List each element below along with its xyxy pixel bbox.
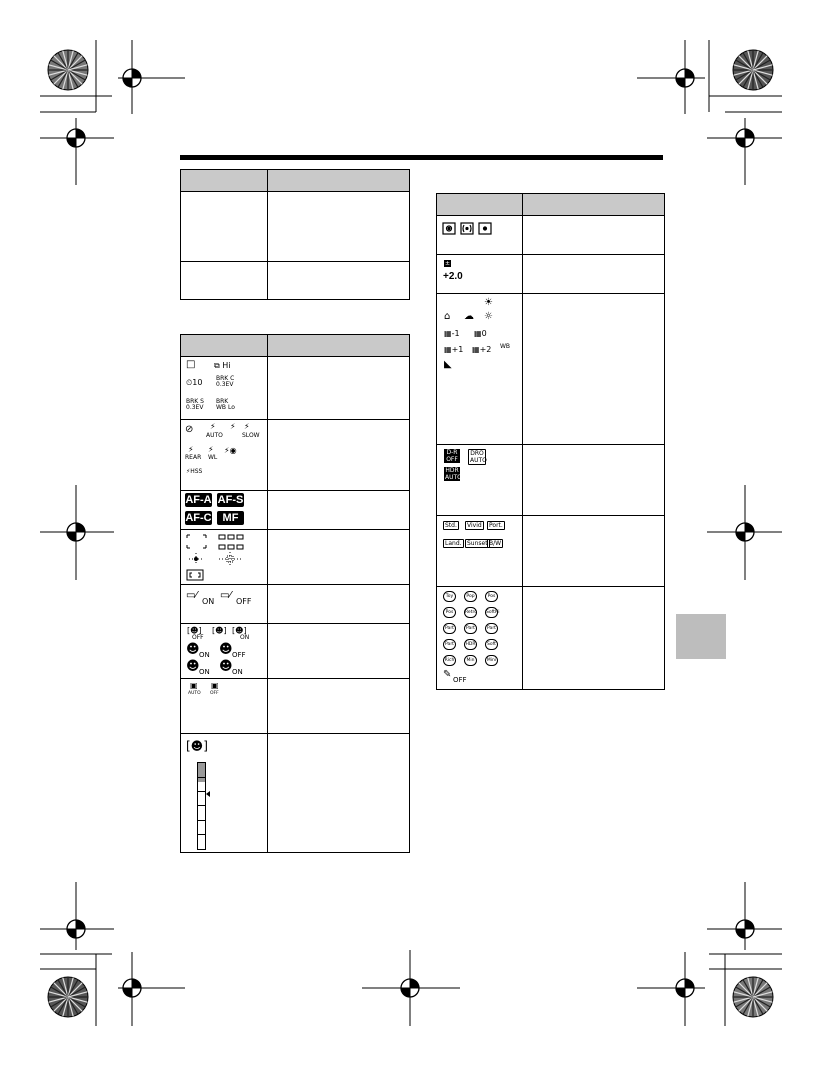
bracket-wb-icon: BRK WB Lo	[216, 398, 235, 411]
effect-soft-high-key-icon: SoftHi	[485, 607, 498, 618]
effect-hdr-painting-icon: HDR	[464, 639, 477, 650]
mf-badge: MF	[217, 511, 244, 525]
flash-icon: ⚡	[210, 422, 216, 431]
fluorescent-minus1-icon: ▦-1	[444, 329, 460, 338]
header-cell	[181, 335, 268, 357]
framing-auto-icon: ▣	[190, 681, 198, 690]
effect-soft-focus-icon: Soft	[485, 639, 498, 650]
effect-partial-color-g-icon: Part	[464, 623, 477, 634]
fluorescent-minus1-label: -1	[451, 329, 460, 338]
style-sunset-icon: Sunset	[467, 540, 488, 547]
style-portrait-icon: Port.	[489, 522, 503, 529]
effect-miniature-icon: Min	[464, 655, 477, 666]
smile-shutter-icon: [☻]	[186, 739, 208, 753]
framing-off-label: OFF	[210, 691, 219, 696]
slow-sync-label: SLOW	[242, 432, 260, 439]
self-timer-icon: ⏲10	[186, 378, 203, 387]
effect-partial-color-b-icon: Part	[485, 623, 498, 634]
face-frame-off-label: OFF	[192, 634, 204, 641]
af-illuminator-off-label: OFF	[236, 597, 252, 606]
incandescent-icon: ☼	[484, 311, 493, 322]
af-area-graphic	[184, 532, 264, 582]
af-illuminator-icons	[181, 585, 268, 624]
table-cell	[268, 262, 410, 300]
style-landscape-icon: Land.	[445, 540, 462, 547]
bracket-single-icon: BRK S 0.3EV	[186, 398, 204, 411]
metering-icons	[437, 216, 523, 255]
top-rule	[180, 155, 663, 160]
face-frame-off-icon: [☻]	[187, 626, 202, 635]
slow-sync-icon: ⚡	[244, 422, 250, 431]
fluorescent-plus2-icon: ▦+2	[472, 345, 492, 354]
effect-partial-color-y-icon: Part	[443, 639, 456, 650]
table-cell	[523, 587, 665, 690]
af-s-badge: AF-S	[217, 494, 244, 506]
table-cell	[523, 516, 665, 587]
table-cell	[523, 294, 665, 445]
af-a-badge: AF-A	[185, 494, 212, 506]
effect-retro-icon: Retro	[464, 607, 477, 618]
creative-style-icons	[437, 516, 523, 587]
effect-off-icon: ✎	[443, 669, 452, 680]
table-cell	[181, 192, 268, 262]
header-cell	[523, 194, 665, 216]
left-table-bottom	[180, 334, 410, 853]
ev-comp-icon: ±	[445, 260, 451, 267]
table-cell	[268, 420, 410, 491]
smile-on2-label: ON	[199, 668, 210, 676]
header-cell	[437, 194, 523, 216]
red-eye-icon: ⚡◉	[224, 446, 237, 455]
effect-pop-icon: Pop	[464, 591, 477, 602]
af-area-icons	[181, 530, 268, 585]
single-shot-icon: □	[186, 359, 196, 370]
framing-auto-label: AUTO	[188, 691, 201, 696]
wireless-flash-label: WL	[208, 454, 218, 461]
face-frame-on-label: ON	[240, 634, 250, 641]
table-cell	[523, 255, 665, 294]
framing-off-icon: ▣	[211, 681, 219, 690]
side-tab	[676, 614, 726, 659]
smile-on3-icon: ☻	[219, 659, 233, 674]
smile-off-icon: ☻	[219, 642, 233, 657]
cloudy-icon: ☁	[464, 311, 474, 322]
effect-toy-icon: Toy	[443, 591, 456, 602]
smile-on3-label: ON	[232, 668, 243, 676]
face-registered-icon: [☻]	[212, 626, 227, 635]
right-table	[436, 193, 665, 690]
table-cell	[268, 624, 410, 679]
effect-partial-color-r-icon: Part	[443, 623, 456, 634]
table-cell	[268, 585, 410, 624]
focus-mode-icons	[181, 491, 268, 530]
rear-sync-label: REAR	[185, 454, 202, 461]
header-cell	[268, 170, 410, 192]
dro-icons	[437, 445, 523, 516]
fill-flash-icon: ⚡	[230, 422, 236, 431]
white-balance-icons	[437, 294, 523, 445]
hdr-auto-icon: HDR AUTO	[445, 467, 462, 481]
flash-mode-icons	[181, 420, 268, 491]
drive-mode-icons	[181, 357, 268, 420]
table-cell	[268, 530, 410, 585]
smile-off-label: OFF	[232, 651, 246, 659]
smile-shutter-icons	[181, 734, 268, 853]
flash-wb-icon: WB	[500, 343, 511, 350]
af-illuminator-on-label: ON	[202, 597, 215, 606]
style-standard-icon: Std.	[445, 522, 457, 529]
table-cell	[523, 445, 665, 516]
wireless-flash-icon: ⚡	[208, 445, 214, 454]
dro-auto-icon: DRO AUTO	[470, 450, 487, 464]
auto-framing-icons	[181, 679, 268, 734]
fluorescent-plus1-icon: ▦+1	[444, 345, 464, 354]
face-frame-on-icon: [☻]	[232, 626, 247, 635]
custom-wb-icon: ◣	[444, 359, 452, 370]
smile-level-fill	[198, 763, 205, 782]
smile-on2-icon: ☻	[186, 659, 200, 674]
effect-posterization-icon: Pos	[485, 591, 498, 602]
table-cell	[268, 192, 410, 262]
dro-off-icon: D-R OFF	[444, 449, 460, 463]
style-bw-icon: B/W	[489, 540, 502, 547]
header-cell	[181, 170, 268, 192]
continuous-hi-icon: ⧉ Hi	[214, 361, 231, 370]
picture-effect-icons	[437, 587, 523, 690]
header-cell	[268, 335, 410, 357]
smile-level-meter	[197, 762, 206, 850]
flash-auto-label: AUTO	[206, 432, 223, 439]
exposure-comp-icons	[437, 255, 523, 294]
effect-posterization2-icon: Pos	[443, 607, 456, 618]
fluorescent-0-icon: ▦0	[474, 329, 487, 338]
table-cell	[268, 357, 410, 420]
effect-rich-tone-mono-icon: Rich	[443, 655, 456, 666]
af-illuminator-on-icon: ▭⁄	[186, 590, 198, 601]
table-cell	[268, 734, 410, 853]
table-cell	[268, 491, 410, 530]
metering-mode-icons-graphic	[442, 222, 512, 242]
rear-sync-icon: ⚡	[188, 445, 194, 454]
ev-value: +2.0	[443, 271, 463, 282]
style-vivid-icon: Vivid	[467, 522, 482, 529]
fluorescent-0-label: 0	[481, 329, 487, 338]
left-table-top	[180, 169, 410, 300]
af-illuminator-off-icon: ▭⁄	[220, 590, 232, 601]
effect-off-label: OFF	[453, 676, 467, 684]
fluorescent-plus2-label: +2	[479, 345, 492, 354]
flash-off-icon: ⊘	[185, 424, 194, 435]
shade-icon: ⌂	[444, 311, 451, 322]
bracket-continuous-icon: BRK C 0.3EV	[216, 375, 235, 388]
hss-flash-icon: ⚡HSS	[186, 468, 203, 475]
table-cell	[523, 216, 665, 255]
effect-miniature2-icon: Mini	[485, 655, 498, 666]
table-cell	[268, 679, 410, 734]
fluorescent-plus1-label: +1	[451, 345, 464, 354]
smile-on-icon: ☻	[186, 642, 200, 657]
daylight-icon: ☀	[484, 297, 493, 308]
table-cell	[181, 262, 268, 300]
face-detection-icons	[181, 624, 268, 679]
smile-on-label: ON	[199, 651, 210, 659]
smile-sensitivity-pointer	[206, 791, 210, 797]
af-c-badge: AF-C	[185, 512, 212, 524]
